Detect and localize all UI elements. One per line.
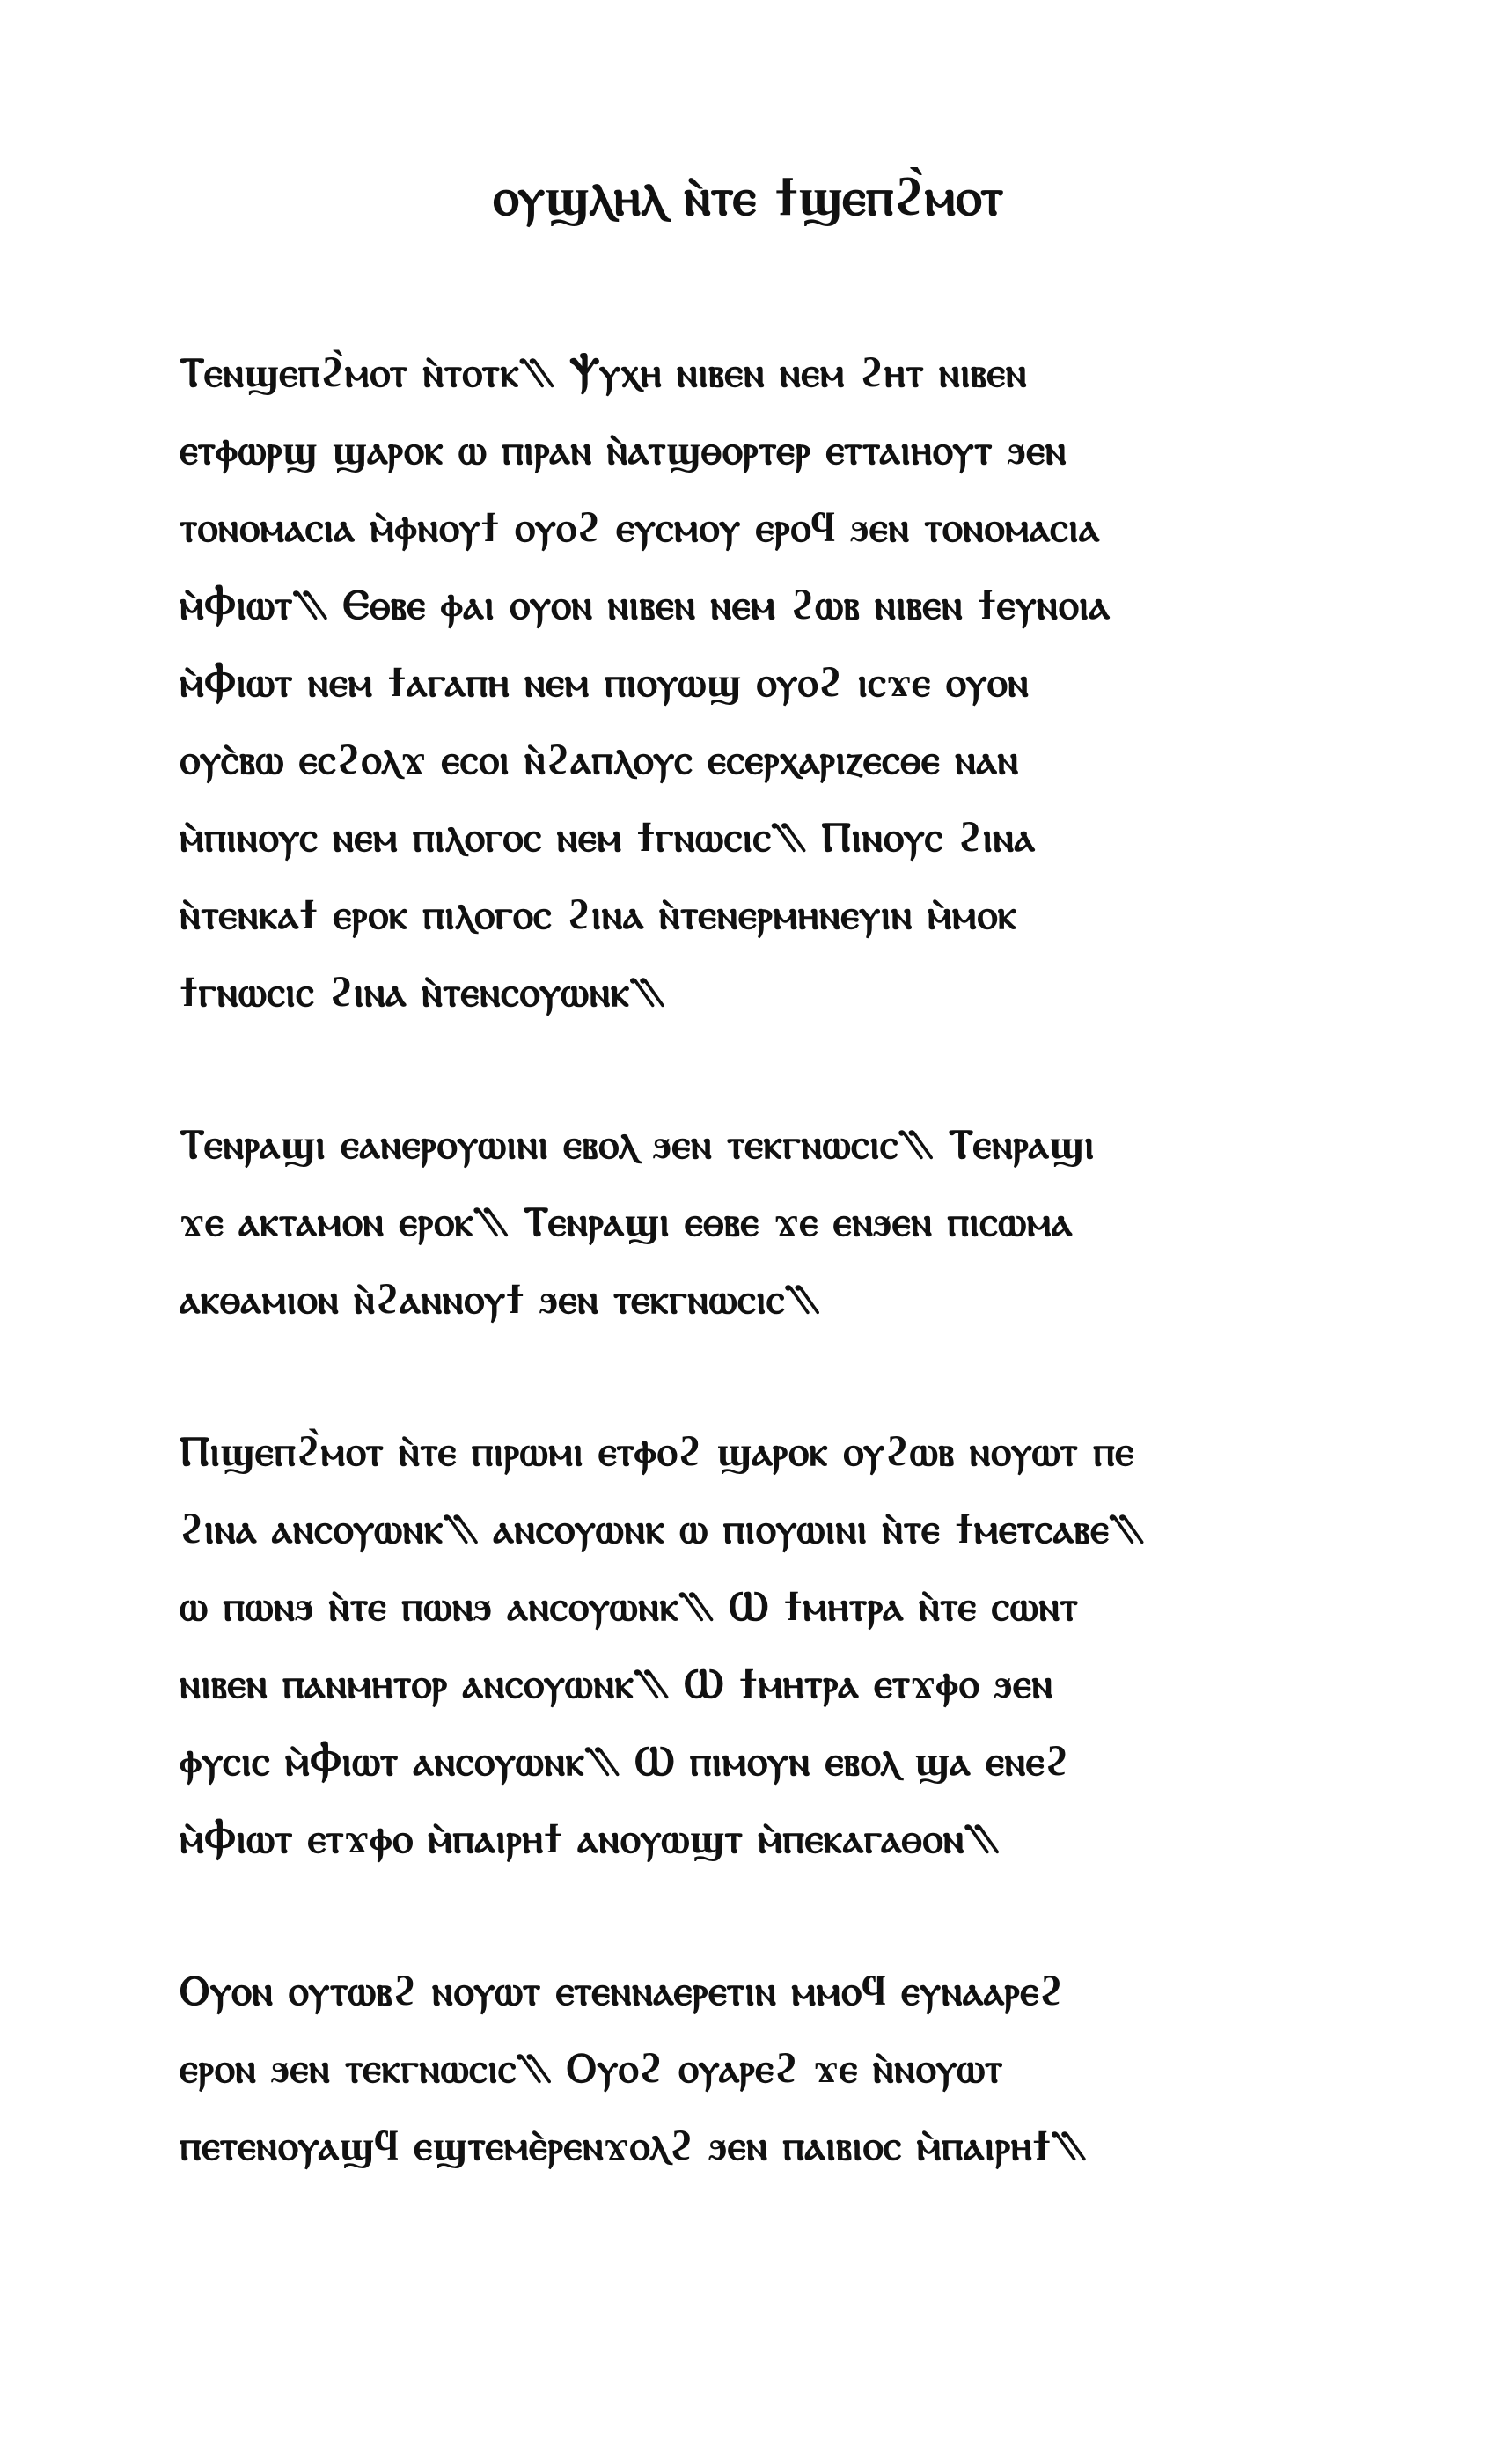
text-line: Ⲧⲉⲛⲣⲁϣⲓ ⲉⲁⲛⲉⲣⲟⲩⲱⲓⲛⲓ ⲉⲃⲟⲗ ϧⲉⲛ ⲧⲉⲕⲅⲛⲱⲥⲓⲥ⳹ Ⲧⲉⲛⲣⲁϣⲓ bbox=[180, 1120, 1095, 1169]
text-line: ϫⲉ ⲁⲕⲧⲁⲙⲟⲛ ⲉⲣⲟⲕ⳹ Ⲧⲉⲛⲣⲁϣⲓ ⲉⲑⲃⲉ ϫⲉ ⲉⲛϧⲉⲛ ⲡⲓⲥⲱⲙⲁ bbox=[180, 1198, 1073, 1246]
text-line: ⲱ ⲡⲱⲛϧ ⲛ̀ⲧⲉ ⲡⲱⲛϧ ⲁⲛⲥⲟⲩⲱⲛⲕ⳹ Ⲱ ϯⲙⲏⲧⲣⲁ ⲛ̀ⲧⲉ ⲥⲱⲛⲧ bbox=[180, 1582, 1079, 1631]
text-line: ⲛ̀ⲧⲉⲛⲕⲁϯ ⲉⲣⲟⲕ ⲡⲓⲗⲟⲅⲟⲥ ϩⲓⲛⲁ ⲛ̀ⲧⲉⲛⲉⲣⲙⲏⲛⲉⲩⲓⲛ ⲙ̀ⲙⲟⲕ bbox=[180, 891, 1017, 939]
text-line: ⲧⲟⲛⲟⲙⲁⲥⲓⲁ ⲙ̀ⲫⲛⲟⲩϯ ⲟⲩⲟϩ ⲉⲩⲥⲙⲟⲩ ⲉⲣⲟϥ ϧⲉⲛ ⲧⲟⲛⲟⲙⲁⲥⲓⲁ bbox=[180, 503, 1100, 552]
text-line: ⲛⲓⲃⲉⲛ ⲡⲁⲛⲙⲏⲧⲟⲣ ⲁⲛⲥⲟⲩⲱⲛⲕ⳹ Ⲱ ϯⲙⲏⲧⲣⲁ ⲉⲧϫⲫⲟ ϧⲉⲛ bbox=[180, 1660, 1053, 1708]
text-line: ⲙ̀Ⲫⲓⲱⲧ ⲉⲧϫⲫⲟ ⲙ̀ⲡⲁⲓⲣⲏϯ ⲁⲛⲟⲩⲱϣⲧ ⲙ̀ⲡⲉⲕⲁⲅⲁⲑⲟⲛ⳹ bbox=[180, 1815, 1000, 1863]
text-line: Ⲟⲩⲟⲛ ⲟⲩⲧⲱⲃϩ ⲛⲟⲩⲱⲧ ⲉⲧⲉⲛⲛⲁⲉⲣⲉⲧⲓⲛ ⲙⲙⲟϥ ⲉⲩⲛⲁⲁⲣⲉϩ bbox=[180, 1967, 1064, 2015]
text-line: ⲉⲧⲫⲱⲣϣ ϣⲁⲣⲟⲕ ⲱ ⲡⲓⲣⲁⲛ ⲛ̀ⲁⲧϣⲑⲟⲣⲧⲉⲣ ⲉⲧⲧⲁⲓⲏⲟⲩⲧ ϧⲉⲛ bbox=[180, 426, 1067, 474]
text-line: ⲙ̀Ⲫⲓⲱⲧ ⲛⲉⲙ ϯⲁⲅⲁⲡⲏ ⲛⲉⲙ ⲡⲓⲟⲩⲱϣ ⲟⲩⲟϩ ⲓⲥϫⲉ ⲟⲩⲟⲛ bbox=[180, 658, 1030, 707]
text-line: ⲫⲩⲥⲓⲥ ⲙ̀Ⲫⲓⲱⲧ ⲁⲛⲥⲟⲩⲱⲛⲕ⳹ Ⲱ ⲡⲓⲙⲟⲩⲛ ⲉⲃⲟⲗ ϣⲁ ⲉⲛⲉϩ bbox=[180, 1737, 1070, 1786]
prayer-body bbox=[180, 334, 1350, 2260]
text-line: ϩⲓⲛⲁ ⲁⲛⲥⲟⲩⲱⲛⲕ⳹ ⲁⲛⲥⲟⲩⲱⲛⲕ ⲱ ⲡⲓⲟⲩⲱⲓⲛⲓ ⲛ̀ⲧⲉ ϯⲙⲉⲧⲥⲁⲃⲉ⳹ bbox=[180, 1505, 1145, 1553]
page-title: ⲟⲩϣⲗⲏⲗ ⲛ̀ⲧⲉ ϯϣⲉⲡϩ̀ⲙⲟⲧ bbox=[492, 166, 1004, 228]
text-line: Ⲡⲓϣⲉⲡϩ̀ⲙⲟⲧ ⲛ̀ⲧⲉ ⲡⲓⲣⲱⲙⲓ ⲉⲧⲫⲟϩ ϣⲁⲣⲟⲕ ⲟⲩϩⲱⲃ ⲛⲟⲩⲱⲧ ⲡⲉ bbox=[180, 1427, 1134, 1476]
paragraph-3 bbox=[180, 1413, 1350, 1878]
text-line: Ⲧⲉⲛϣⲉⲡϩ̀ⲙⲟⲧ ⲛ̀ⲧⲟⲧⲕ⳹ Ⲯⲩⲭⲏ ⲛⲓⲃⲉⲛ ⲛⲉⲙ ϩⲏⲧ ⲛⲓⲃⲉⲛ bbox=[180, 348, 1028, 397]
text-line: ⲙ̀ⲡⲓⲛⲟⲩⲥ ⲛⲉⲙ ⲡⲓⲗⲟⲅⲟⲥ ⲛⲉⲙ ϯⲅⲛⲱⲥⲓⲥ⳹ Ⲡⲓⲛⲟⲩⲥ ϩⲓⲛⲁ bbox=[180, 813, 1036, 862]
text-line: ⲡⲉⲧⲉⲛⲟⲩⲁϣϥ ⲉϣⲧⲉⲙⲉ̀ⲣⲉⲛϫⲟⲗϩ ϧⲉⲛ ⲡⲁⲓⲃⲓⲟⲥ ⲙ̀ⲡⲁⲓⲣⲏϯ⳹ bbox=[180, 2122, 1087, 2170]
text-line: ⲁⲕⲑⲁⲙⲓⲟⲛ ⲛ̀ϩⲁⲛⲛⲟⲩϯ ϧⲉⲛ ⲧⲉⲕⲅⲛⲱⲥⲓⲥ⳹ bbox=[180, 1275, 820, 1324]
text-line: ⲉⲣⲟⲛ ϧⲉⲛ ⲧⲉⲕⲅⲛⲱⲥⲓⲥ⳹ Ⲟⲩⲟϩ ⲟⲩⲁⲣⲉϩ ϫⲉ ⲛ̀ⲛⲟⲩⲱⲧ bbox=[180, 2044, 1003, 2093]
text-line: ⲙ̀Ⲫⲓⲱⲧ⳹ Ⲉⲑⲃⲉ ⲫⲁⲓ ⲟⲩⲟⲛ ⲛⲓⲃⲉⲛ ⲛⲉⲙ ϩⲱⲃ ⲛⲓⲃⲉⲛ ϯⲉⲩⲛⲟⲓⲁ bbox=[180, 581, 1111, 629]
text-line: ϯⲅⲛⲱⲥⲓⲥ ϩⲓⲛⲁ ⲛ̀ⲧⲉⲛⲥⲟⲩⲱⲛⲕ⳹ bbox=[180, 968, 665, 1016]
paragraph-4 bbox=[180, 1953, 1350, 2185]
paragraph-1 bbox=[180, 334, 1350, 1031]
text-line: ⲟⲩⲥ̀ⲃⲱ ⲉⲥϩⲟⲗϫ ⲉⲥⲟⲓ ⲛ̀ϩⲁⲡⲗⲟⲩⲥ ⲉⲥⲉⲣⲭⲁⲣⲓⲍⲉⲥⲑⲉ ⲛⲁⲛ bbox=[180, 736, 1019, 784]
paragraph-2 bbox=[180, 1106, 1350, 1338]
